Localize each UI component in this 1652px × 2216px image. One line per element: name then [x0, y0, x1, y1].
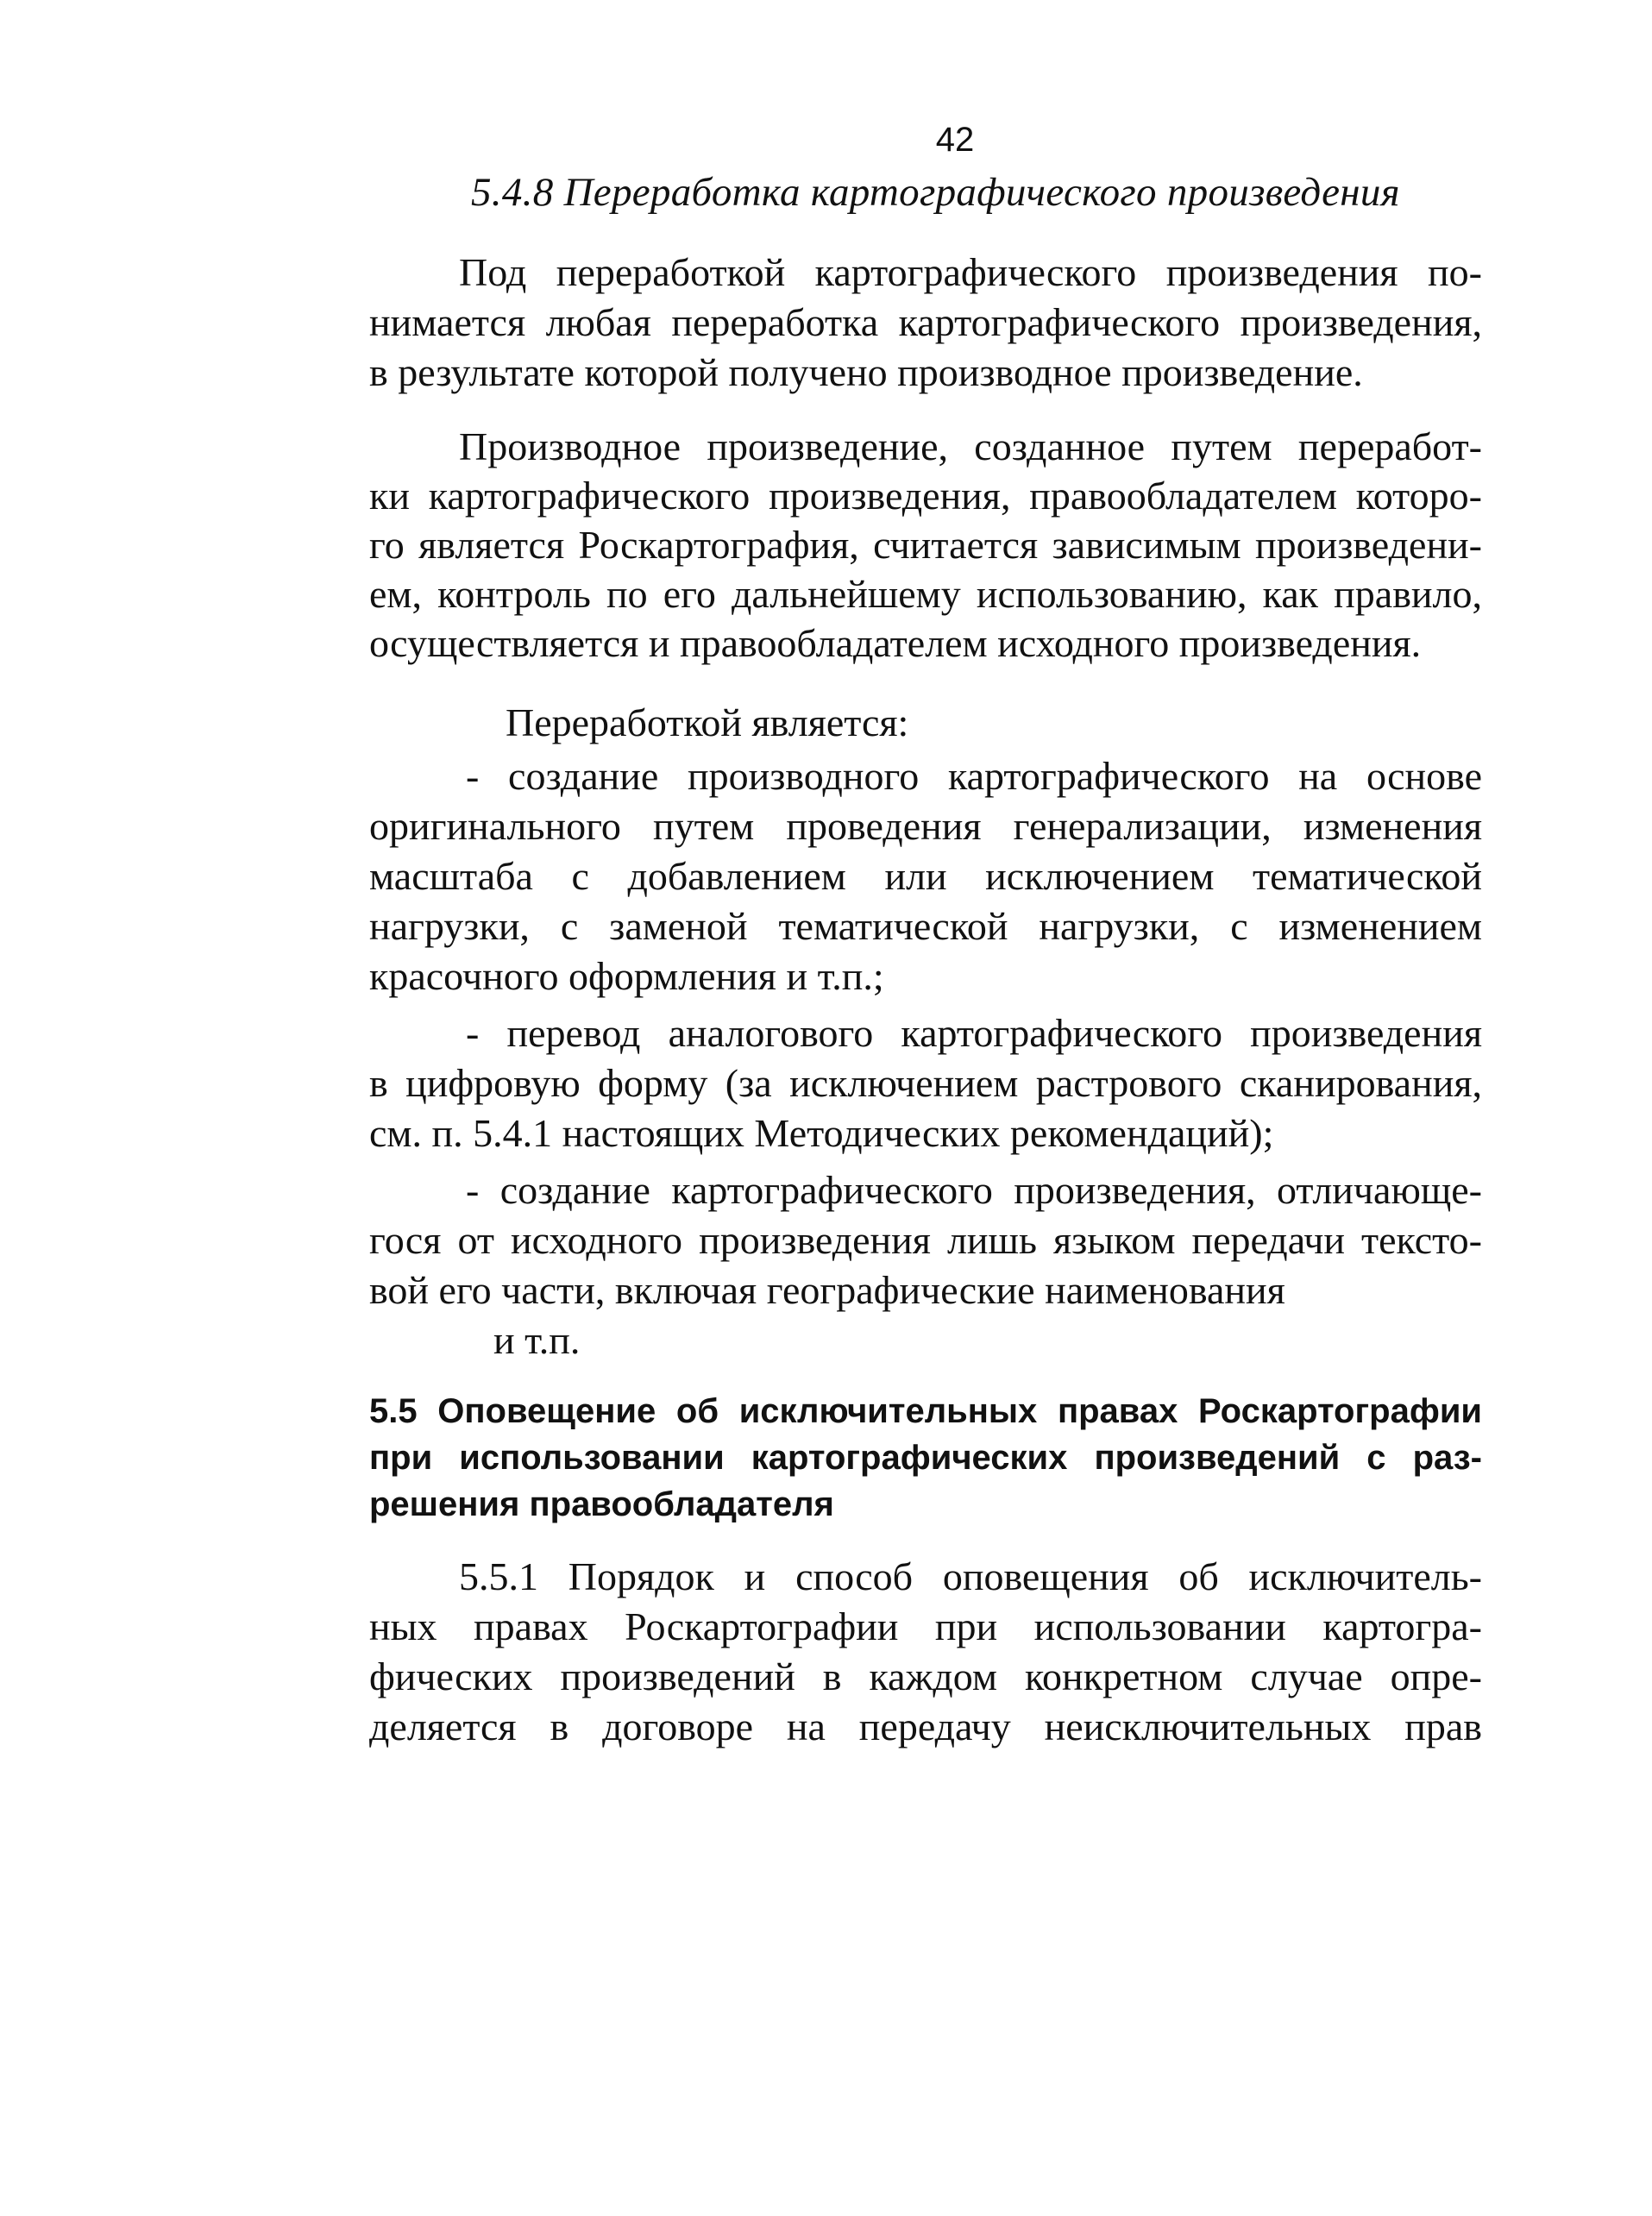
- list-item-line: и т.п.: [493, 1318, 581, 1362]
- paragraph-line: фических произведений в каждом конкретном случае опре-: [369, 1654, 1482, 1698]
- paragraph-line: го является Роскартография, считается зависимым произведени-: [369, 523, 1482, 567]
- list-item-line: оригинального путем проведения генерализации, изменения: [369, 804, 1482, 848]
- list-item-line: - перевод аналогового картографического произведения: [466, 1011, 1482, 1055]
- list-intro: Переработкой является:: [506, 700, 909, 744]
- list-item-line: см. п. 5.4.1 настоящих Методических рекомендаций);: [369, 1111, 1274, 1155]
- page-number: 42: [935, 121, 975, 159]
- list-item-line: гося от исходного произведения лишь языком передачи тексто-: [369, 1218, 1482, 1262]
- list-item-line: в цифровую форму (за исключением растрового сканирования,: [369, 1061, 1482, 1105]
- paragraph-line: Под переработкой картографического произведения по-: [459, 250, 1482, 294]
- paragraph-line: осуществляется и правообладателем исходного произведения.: [369, 621, 1422, 665]
- paragraph-line: ки картографического произведения, правообладателем которо-: [369, 474, 1482, 518]
- list-item-line: - создание производного картографического на основе: [466, 754, 1482, 798]
- list-item-line: вой его части, включая географические наименования: [369, 1268, 1285, 1312]
- paragraph-line: 5.5.1 Порядок и способ оповещения об исключитель-: [459, 1554, 1482, 1598]
- paragraph-line: в результате которой получено производное произведение.: [369, 350, 1363, 394]
- list-item-line: красочного оформления и т.п.;: [369, 954, 884, 998]
- paragraph-line: Производное произведение, созданное путем переработ-: [459, 424, 1482, 468]
- paragraph-line: ных правах Роскартографии при использовании картогра-: [369, 1604, 1482, 1648]
- list-item-line: масштаба с добавлением или исключением тематической: [369, 854, 1482, 898]
- list-item-line: нагрузки, с заменой тематической нагрузки, с изменением: [369, 904, 1482, 948]
- section-title: 5.5 Оповещение об исключительных правах Роскартографии: [369, 1392, 1482, 1430]
- section-title: решения правообладателя: [369, 1485, 834, 1523]
- paragraph-line: деляется в договоре на передачу неисключительных прав: [369, 1704, 1482, 1748]
- section-title: при использовании картографических произведений с раз-: [369, 1439, 1482, 1477]
- paragraph-line: нимается любая переработка картографического произведения,: [369, 300, 1482, 344]
- paragraph-line: ем, контроль по его дальнейшему использованию, как правило,: [369, 572, 1482, 616]
- list-item-line: - создание картографического произведения, отличающе-: [466, 1168, 1482, 1212]
- subsection-title: 5.4.8 Переработка картографического произведения: [471, 170, 1400, 215]
